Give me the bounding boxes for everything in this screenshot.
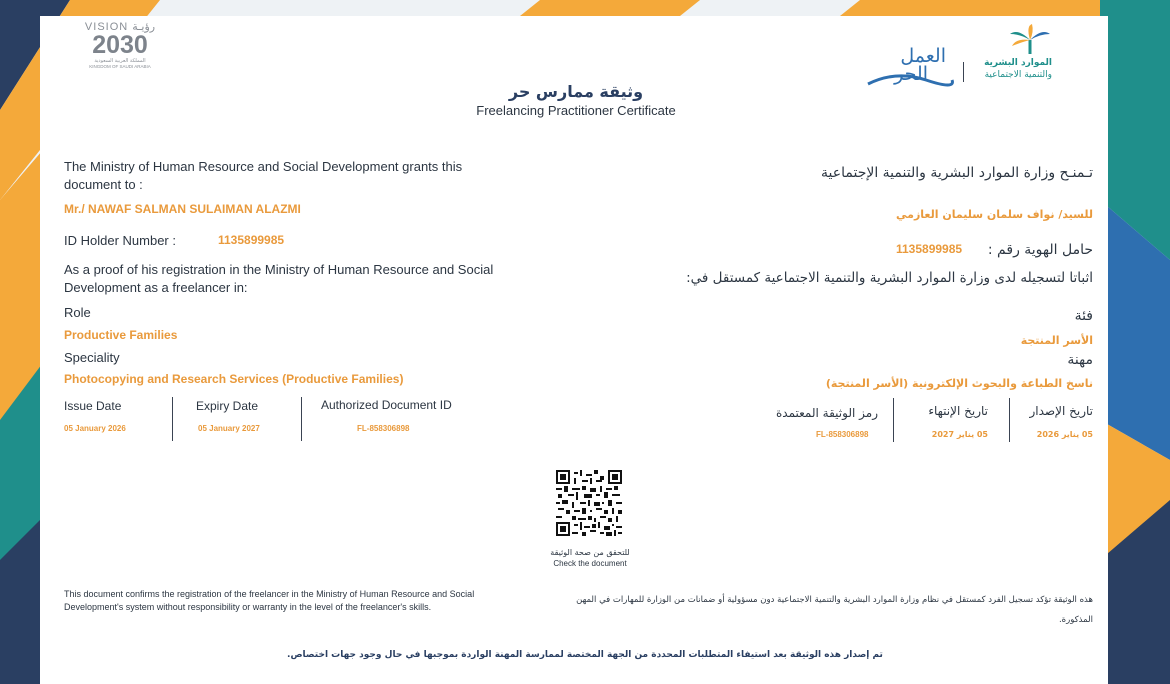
speciality-value-arabic: ناسخ الطباعة والبحوث الإلكترونية (الأسر المنتجة) [825,377,1093,390]
proof-english: As a proof of his registration in the Ministry of Human Resource and Social Development as a freelancer in: [64,262,494,295]
issue-label-english: Issue Date [64,399,122,413]
docid-label-english: Authorized Document ID [321,398,452,412]
ministry-logo [970,24,1056,84]
vision-logo-sub-en: KINGDOM OF SAUDI ARABIA [89,64,151,69]
ministry-logo-line1: الموارد البشرية [984,58,1052,68]
proof-arabic: اثباتا لتسجيله لدى وزارة الموارد البشرية والتنمية الاجتماعية كمستقل في: [686,270,1093,286]
role-value-english: Productive Families [64,328,178,342]
speciality-label-english: Speciality [64,350,120,365]
issue-label-arabic: تاريخ الإصدار [1029,404,1093,418]
divider-1-english [172,397,173,441]
holder-name-arabic: للسيد/ نواف سلمان سليمان العازمي [896,208,1093,221]
palm-icon [1008,24,1052,56]
title-english: Freelancing Practitioner Certificate [476,103,676,118]
freelance-logo [866,46,954,90]
freelance-logo-line1: العمل [900,45,946,67]
title-arabic: وثيقة ممارس حر [508,82,644,101]
divider-2-arabic [893,398,894,442]
vision-logo-top: VISION رؤيـة [84,21,156,33]
expiry-value-english: 05 January 2027 [198,424,260,433]
speciality-label-arabic: مهنة [1067,352,1093,368]
vision-logo-main: 2030 [92,31,148,59]
expiry-label-english: Expiry Date [196,399,259,413]
expiry-value-arabic: 05 يناير 2027 [931,430,988,439]
issue-value-english: 05 January 2026 [64,424,126,433]
freelance-logo-line2: الحر [894,63,928,85]
footer-note: تم إصدار هذه الوثيقة بعد استيفاء المتطلبات المحددة من الجهة المختصة لممارسة المهنة الواردة بموجبها في حال وجود جهات اختصاص. [287,650,883,660]
intro-english: The Ministry of Human Resource and Social Development grants this document to : [64,159,463,192]
vision-2030-logo [78,20,162,78]
speciality-value-english: Photocopying and Research Services (Productive Families) [64,372,404,386]
disclaimer-english: This document confirms the registration of the freelancer in the Ministry of Human Resource and Social Development's system without responsibility or warranty in the level of the freelancer's skills. [64,589,475,612]
qr-caption-english: Check the document [553,559,627,568]
wave-icon [866,72,954,88]
id-label-arabic: حامل الهوية رقم : [987,242,1093,258]
holder-name-english: Mr./ NAWAF SALMAN SULAIMAN ALAZMI [64,202,301,216]
divider-1-arabic [1009,398,1010,442]
docid-value-arabic: FL-858306898 [816,430,869,439]
expiry-label-arabic: تاريخ الإنتهاء [928,404,988,418]
qr-code[interactable] [556,470,622,536]
vision-logo-sub-ar: المملكة العربية السعودية [94,58,146,64]
disclaimer-arabic: هذه الوثيقة تؤكد تسجيل الفرد كمستقل في نظام وزارة الموارد البشرية والتنمية الاجتماعية دون مسؤولية أو ضمانات من الوزارة للمهارات في المهن المذكورة. [576,595,1093,625]
ministry-logo-line2: والتنمية الاجتماعية [984,70,1052,80]
docid-value-english: FL-858306898 [357,424,410,433]
role-label-arabic: فئة [1074,308,1093,324]
id-value-arabic: 1135899985 [896,242,963,256]
id-value-english: 1135899985 [218,233,285,247]
role-value-arabic: الأسر المنتجة [1020,334,1093,347]
qr-caption-arabic: للتحقق من صحة الوثيقة [550,548,630,557]
issue-value-arabic: 05 يناير 2026 [1036,430,1093,439]
role-label-english: Role [64,305,91,320]
docid-label-arabic: رمز الوثيقة المعتمدة [776,406,878,420]
divider-2-english [301,397,302,441]
logo-separator [963,62,964,82]
intro-arabic: تـمنـح وزارة الموارد البشرية والتنمية الإجتماعية [821,165,1093,181]
id-label-english: ID Holder Number : [64,233,176,248]
